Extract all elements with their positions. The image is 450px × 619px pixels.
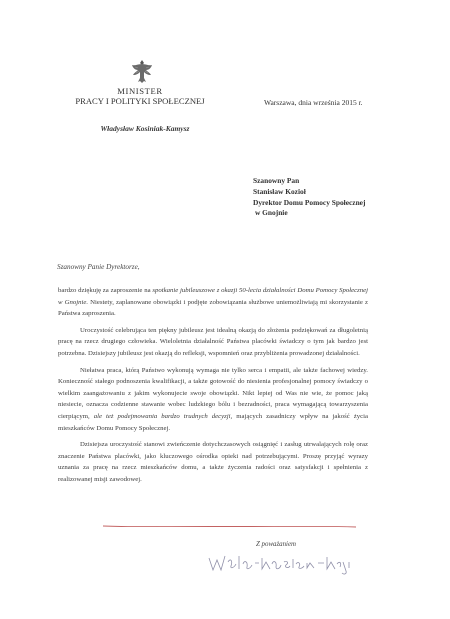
paragraph-4: Dzisiejsza uroczystość stanowi zwieńczenie dotychczasowych osiągnięć i zasług utrwalających rolę oraz znaczenie Państwa placówki, jako kluczowego ośrodka opieki nad potrzebującymi. Proszę przyjąć wyrazy uznania za pracę na rzecz mieszkańców domu, a także życzenia radości oraz satysfakcji i spełnienia z realizowanej misji zawodowej. — [58, 441, 368, 483]
addressee-name: Stanisław Kozioł — [253, 186, 306, 196]
addressee-location: w Gnojnie — [255, 208, 288, 218]
handwritten-underline-mark — [58, 523, 358, 537]
paragraph-3: Niełatwa praca, którą Państwo wykonują wymaga nie tylko serca i empatii, ale także fachowej wiedzy. Konieczność stałego podnoszenia kwalifikacji, a także gotowość do niesienia profesjonalnej pomocy świadczy o wielkim zaangażowaniu z jakim wykonujecie swoje obowiązki. Nikt lepiej od Was nie wie, że pomoc jaką niesiecie, oznacza codzienne stawanie wobec ludzkiego bólu i bezradności, praca wymagającą towarzyszenia cierpiącym, ale też podejmowania bardzo trudnych decyzji, mających zasadniczy wpływ na jakość życia mieszkańców Domu Pomocy Społecznej. — [58, 366, 368, 432]
ministry-name: PRACY I POLITYKI SPOŁECZNEJ — [75, 96, 205, 106]
handwritten-signature — [206, 548, 356, 578]
paragraph-2: Uroczystość celebrująca ten piękny jubileusz jest idealną okazją do złożenia podziękowań za długoletnią pracę na rzecz drugiego człowieka. Wieloletnia działalność Państwa placówki świadczy o tym jak bardzo jest potrzebna. Dzisiejszy jubileusz jest okazją do refleksji, wspomnień oraz przybliżenia prowadzonej działalności. — [58, 326, 368, 357]
letter-body — [58, 285, 368, 491]
minister-name: Władysław Kosiniak-Kamysz — [100, 124, 190, 133]
place-date: Warszawa, dnia września 2015 r. — [264, 98, 363, 107]
ministry-header — [55, 86, 225, 106]
closing-phrase: Z poważaniem — [256, 541, 297, 548]
addressee-block — [253, 176, 383, 219]
salutation: Szanowny Panie Dyrektorze, — [57, 263, 140, 271]
minister-title: MINISTER — [117, 86, 163, 96]
addressee-greeting: Szanowny Pan — [253, 176, 300, 185]
addressee-title: Dyrektor Domu Pomocy Społecznej — [253, 197, 366, 207]
paragraph-1: bardzo dziękuję za zaproszenie na spotkanie jubileuszowe z okazji 50-lecia działalności Domu Pomocy Społecznej w Gnojnie. Niestety, zaplanowane obowiązki i podjęte zobowiązania służbowe uniemożliwiają mi skorzystanie z Państwa zaproszenia. — [58, 287, 369, 318]
polish-eagle-emblem-icon — [129, 58, 155, 85]
